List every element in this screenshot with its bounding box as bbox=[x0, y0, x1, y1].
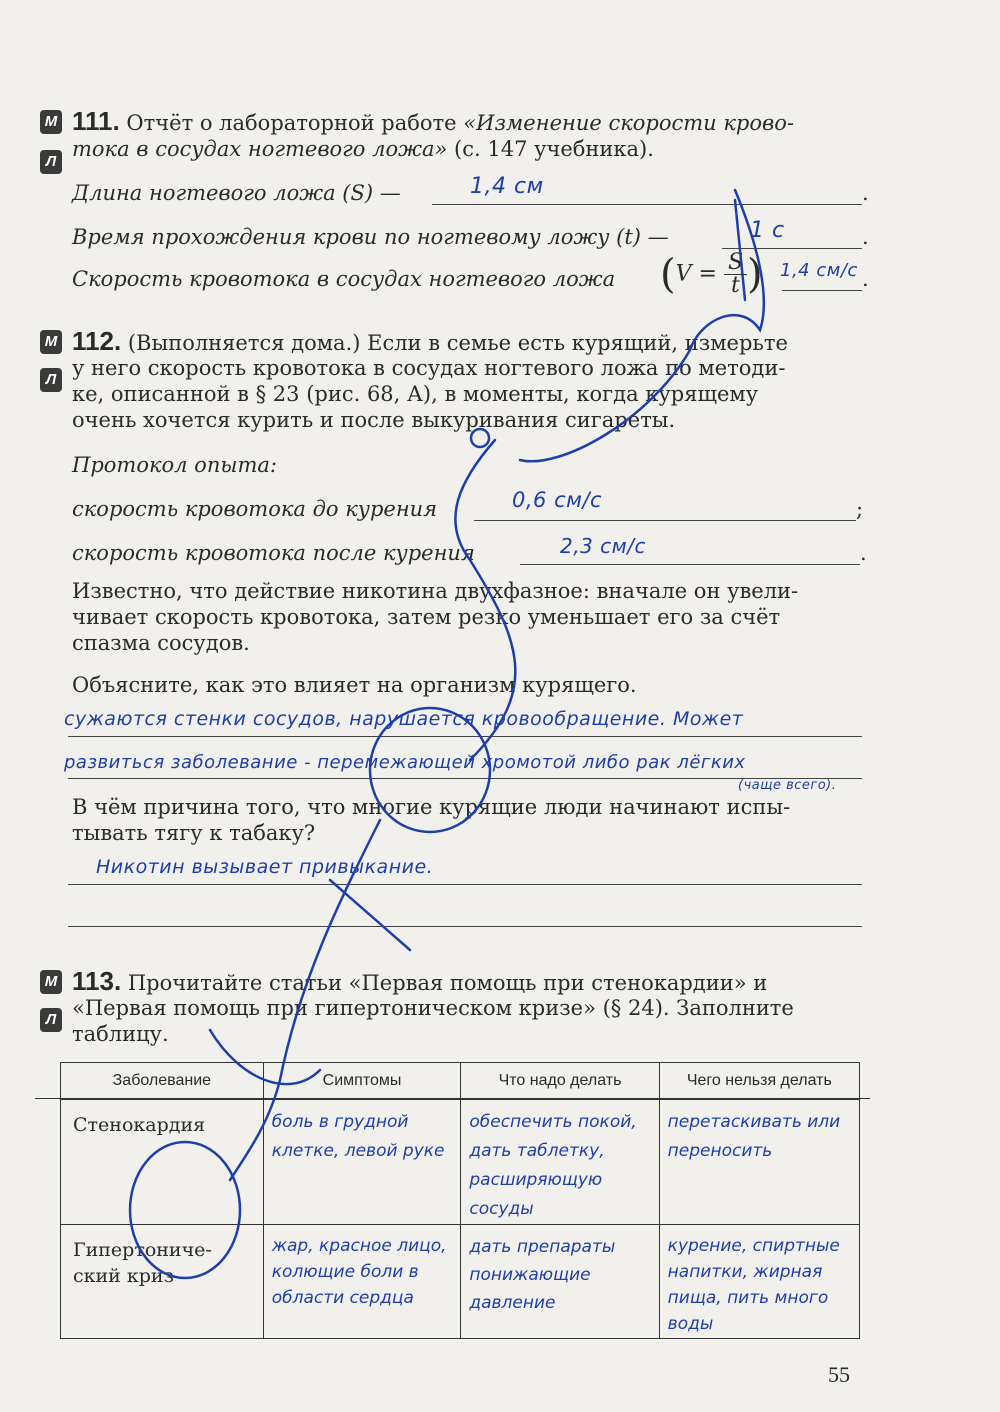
header-todo: Что надо делать bbox=[461, 1063, 659, 1100]
task-111-number: 111. bbox=[72, 106, 120, 136]
before-label: скорость кровотока до курения bbox=[72, 497, 438, 521]
task-113-number: 113. bbox=[72, 966, 122, 996]
length-answer: 1,4 см bbox=[470, 174, 544, 199]
badge-l-113: Л bbox=[40, 1008, 62, 1032]
speed-label: Скорость кровотока в сосудах ногтевого ложа bbox=[72, 267, 616, 291]
speed-formula-num: S bbox=[724, 252, 747, 275]
before-semicolon: ; bbox=[856, 497, 864, 521]
speed-dot: . bbox=[862, 267, 869, 291]
scribble-stroke-6 bbox=[210, 1030, 320, 1084]
scribble-circle-3 bbox=[471, 429, 489, 447]
scribble-stroke-5 bbox=[330, 880, 410, 950]
dont-1: перетаскивать или переносить bbox=[667, 1112, 841, 1161]
speed-formula: (V = $\frac{S}{t}$ ) bbox=[660, 250, 763, 298]
task-112-line2: у него скорость кровотока в сосудах ногтевого ложа по методи- bbox=[72, 356, 786, 380]
speed-formula-den: t bbox=[731, 273, 740, 298]
task-113-line2: «Первая помощь при гипертоническом кризе» (§ 24). Заполните bbox=[72, 996, 794, 1020]
task-111-intro-suffix: (с. 147 учебника). bbox=[447, 137, 654, 161]
explain-question: Объясните, как это влияет на организм курящего. bbox=[72, 673, 637, 697]
reason-answer: Никотин вызывает привыкание. bbox=[96, 856, 434, 878]
symptoms-1: боль в грудной клетке, левой руке bbox=[271, 1112, 445, 1161]
badge-m-113: М bbox=[40, 970, 62, 994]
scribble-circle-2 bbox=[130, 1142, 240, 1278]
task-111-intro-prefix: Отчёт о лабораторной работе bbox=[126, 111, 464, 135]
speed-answer: 1,4 см/с bbox=[780, 260, 858, 281]
disease-2: Гипертониче-ский криз bbox=[73, 1239, 212, 1287]
speed-formula-v: V = bbox=[675, 261, 717, 287]
reason-question-2: тывать тягу к табаку? bbox=[72, 821, 316, 845]
todo-1: обеспечить покой, дать таблетку, расширяющую сосуды bbox=[469, 1112, 637, 1219]
scribble-circle-1 bbox=[370, 708, 490, 832]
header-dont: Чего нельзя делать bbox=[659, 1063, 859, 1100]
after-dot: . bbox=[860, 541, 867, 565]
badge-m-111: М bbox=[40, 110, 62, 134]
badge-l-112: Л bbox=[40, 368, 62, 392]
badge-l-111: Л bbox=[40, 150, 62, 174]
time-answer: 1 с bbox=[750, 218, 785, 243]
explain-answer-2: развиться заболевание - перемежающей хромотой либо рак лёгких bbox=[64, 752, 746, 773]
time-label: Время прохождения крови по ногтевому ложу (t) — bbox=[72, 225, 669, 249]
dont-2: курение, спиртные напитки, жирная пища, пить много воды bbox=[667, 1236, 840, 1334]
disease-1: Стенокардия bbox=[73, 1114, 206, 1136]
nicotine-line1: Известно, что действие никотина двухфазное: вначале он увели- bbox=[72, 579, 799, 603]
explain-answer-1: сужаются стенки сосудов, нарушается кровообращение. Может bbox=[64, 708, 744, 730]
nicotine-line3: спазма сосудов. bbox=[72, 631, 250, 655]
scribble-stroke-4 bbox=[230, 820, 380, 1180]
task-112-text-1: (Выполняется дома.) Если в семье есть курящий, измерьте bbox=[127, 331, 788, 355]
reason-question-1: В чём причина того, что многие курящие люди начинают испы- bbox=[72, 795, 791, 819]
task-112-number: 112. bbox=[72, 326, 122, 356]
scribble-stroke-3 bbox=[455, 440, 515, 760]
scribble-stroke-1 bbox=[520, 190, 764, 461]
length-dot: . bbox=[862, 181, 869, 205]
symptoms-2: жар, красное лицо, колющие боли в области сердца bbox=[271, 1236, 447, 1308]
badge-m-112: М bbox=[40, 330, 62, 354]
nicotine-line2: чивает скорость кровотока, затем резко уменьшает его за счёт bbox=[72, 605, 781, 629]
header-symptoms: Симптомы bbox=[263, 1063, 461, 1100]
protocol-label: Протокол опыта: bbox=[72, 453, 277, 477]
task-111-title-1: «Изменение скорости крово- bbox=[463, 111, 794, 135]
task-112-line4: очень хочется курить и после выкуривания сигареты. bbox=[72, 408, 676, 432]
before-answer: 0,6 см/с bbox=[512, 488, 603, 512]
page-number: 55 bbox=[828, 1362, 850, 1387]
task-111-title-2: тока в сосудах ногтевого ложа» bbox=[72, 137, 448, 161]
task-113-line3: таблицу. bbox=[72, 1022, 169, 1046]
length-label: Длина ногтевого ложа (S) — bbox=[72, 181, 401, 205]
task-112-line3: ке, описанной в § 23 (рис. 68, А), в моменты, когда курящему bbox=[72, 382, 759, 406]
time-dot: . bbox=[862, 225, 869, 249]
header-disease: Заболевание bbox=[61, 1063, 264, 1100]
after-label: скорость кровотока после курения bbox=[72, 541, 475, 565]
after-answer: 2,3 см/с bbox=[560, 534, 646, 558]
explain-answer-3: (чаще всего). bbox=[738, 778, 837, 793]
todo-2: дать препараты понижающие давление bbox=[469, 1237, 616, 1313]
task-113-text-1: Прочитайте статьи «Первая помощь при стенокардии» и bbox=[127, 971, 768, 995]
